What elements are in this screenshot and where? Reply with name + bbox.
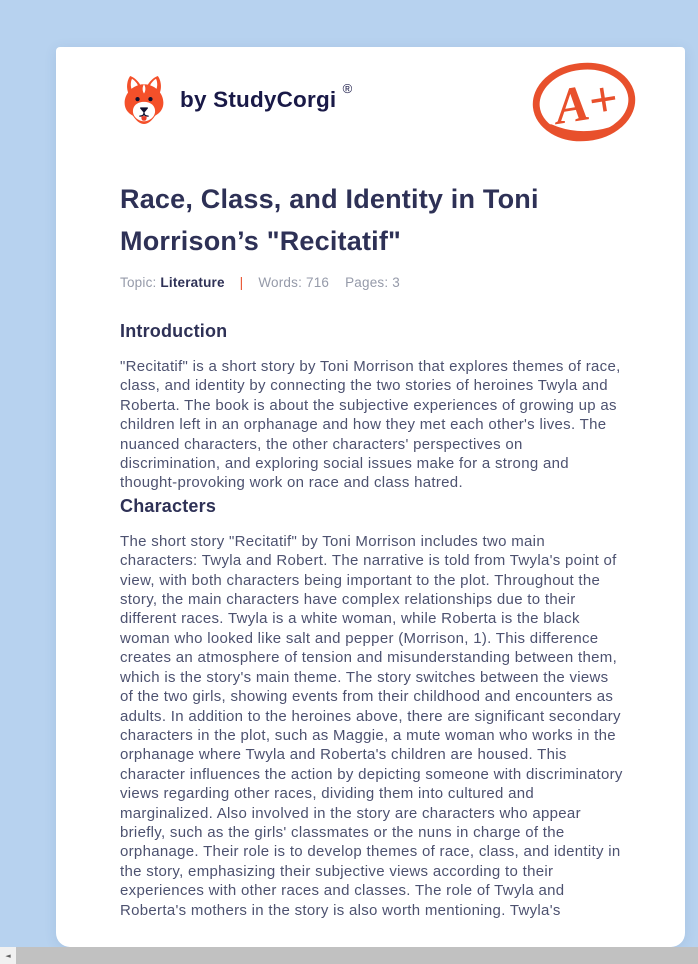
corgi-icon [120, 75, 168, 125]
brand-label: by StudyCorgi [180, 86, 337, 112]
topic-link[interactable]: Literature [160, 275, 225, 290]
brand-name [180, 80, 353, 112]
pages-value: 3 [392, 275, 400, 290]
a-plus-stamp-icon [529, 58, 639, 146]
section-paragraph: "Recitatif" is a short story by Toni Morrison that explores themes of race, class, and identity by connecting the two stories of heroines Twyla and Roberta. The book is about the subjective experiences of growing up as children left in an orphanage and how they met each other's lives. The nuanced characters, the other characters' perspectives on discrimination, and exploring social issues make for a strong and thought-provoking work on race and class hatred. [120, 358, 621, 492]
document-header [120, 58, 625, 146]
meta-separator: | [239, 275, 244, 290]
article-meta [120, 275, 625, 290]
essay-body [120, 321, 625, 920]
section-heading: Introduction [120, 321, 228, 341]
scroll-left-button[interactable] [0, 947, 16, 964]
pages-label: Pages: [345, 275, 389, 290]
section-heading: Characters [120, 495, 217, 516]
horizontal-scrollbar[interactable] [0, 947, 698, 964]
document-card [56, 47, 685, 947]
registered-trademark: ® [342, 80, 353, 96]
words-value: 716 [306, 275, 330, 290]
topic-label: Topic: [120, 275, 157, 290]
section-paragraph: The short story "Recitatif" by Toni Morrison includes two main characters: Twyla and Robert. The narrative is told from Twyla's point of view, with both characters being important to the plot. Throughout the story, the main characters have complex relationships due to their different races. Twyla is a white woman, while Roberta is the black woman who looked like salt and pepper (Morrison, 1). This difference creates an atmosphere of tension and misunderstanding between them, which is the story's main theme. The story switches between the views of the two girls, showing events from their childhood and encounters as adults. In addition to the heroines above, there are significant secondary characters in the plot, such as Maggie, a mute woman who works in the orphanage where Twyla and Roberta's children are housed. This character influences the action by depicting someone with discriminatory views regarding other races, dividing them into cultured and marginalized. Also involved in the story are characters who appear briefly, such as the girls' classmates or the nuns in charge of the orphanage. Their role is to develop themes of race, class, and identity in the story, emphasizing their subjective views according to their experiences with other races and classes. The role of Twyla and Roberta's mothers in the story is also worth mentioning. Twyla's [120, 532, 623, 919]
section-characters [120, 496, 625, 920]
section-introduction [120, 321, 625, 493]
studycorgi-logo [120, 75, 353, 125]
scroll-left-arrow-icon: ◄ [5, 951, 11, 960]
scrollbar-thumb[interactable] [16, 947, 698, 964]
grade-badge-text: A+ [550, 69, 622, 135]
words-label: Words: [258, 275, 303, 290]
page-title: Race, Class, and Identity in Toni Morrison’s "Recitatif" [120, 184, 539, 256]
